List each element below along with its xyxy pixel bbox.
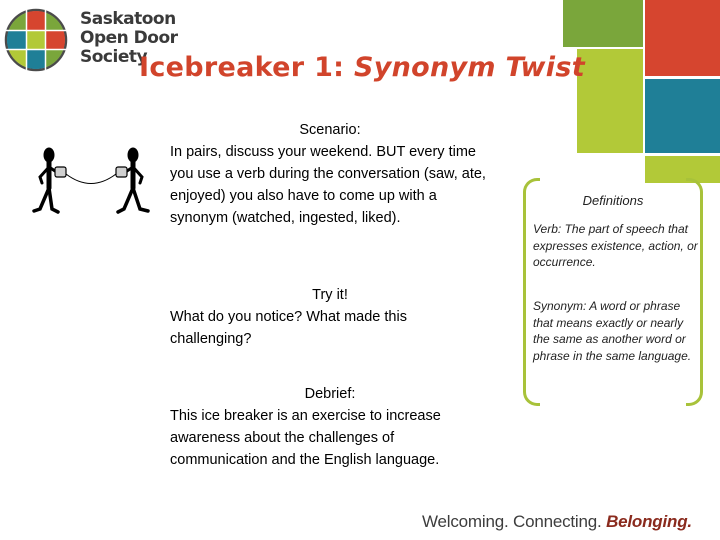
- globe-icon: [4, 8, 68, 72]
- decor-block-red: [645, 0, 720, 76]
- title-italic: Synonym Twist: [353, 52, 585, 83]
- tagline-part-2: Belonging.: [606, 512, 692, 531]
- scenario-body: In pairs, discuss your weekend. BUT every time you use a verb during the conversation (saw, ate, enjoyed) you also have to come up with a synonym (watched, ingested, liked).: [170, 144, 486, 226]
- scenario-heading: Scenario:: [299, 122, 361, 138]
- scenario-section: [170, 119, 490, 229]
- logo-line-3: Society: [80, 47, 148, 67]
- decor-block-green: [563, 0, 643, 47]
- right-bracket: [686, 178, 703, 406]
- debrief-body: This ice breaker is an exercise to increase awareness about the challenges of communication and the English language.: [170, 408, 441, 468]
- debrief-heading: Debrief:: [304, 386, 356, 402]
- tagline: [422, 512, 692, 532]
- debrief-section: [170, 383, 490, 471]
- tryit-body: What do you notice? What made this challenging?: [170, 309, 407, 347]
- tryit-section: [170, 284, 490, 350]
- logo-line-2: Open Door: [80, 28, 178, 48]
- tryit-heading: Try it!: [312, 287, 348, 303]
- decor-block-teal: [645, 79, 720, 153]
- left-bracket: [523, 178, 540, 406]
- tagline-part-1: Welcoming. Connecting.: [422, 512, 607, 531]
- decor-block-lime: [577, 49, 643, 153]
- tin-can-telephone-figures-icon: [28, 145, 156, 223]
- title-main: Icebreaker 1:: [139, 52, 354, 83]
- logo-line-1: Saskatoon: [80, 9, 176, 29]
- definitions-box: [523, 178, 703, 403]
- verb-definition: Verb: The part of speech that expresses existence, action, or occurrence.: [533, 222, 698, 269]
- page-title: [139, 52, 585, 83]
- synonym-definition: Synonym: A word or phrase that means exactly or nearly the same as another word or phrase in the same language.: [533, 299, 692, 363]
- definitions-title: Definitions: [582, 193, 644, 208]
